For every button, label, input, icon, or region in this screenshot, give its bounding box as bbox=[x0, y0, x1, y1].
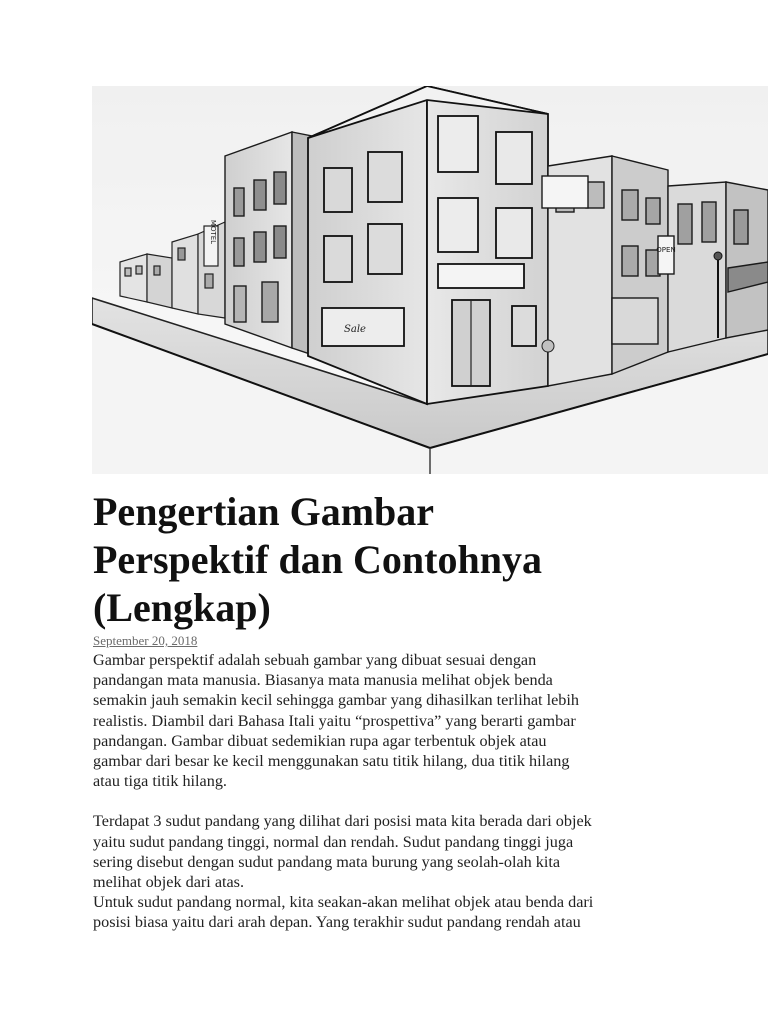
article bbox=[93, 488, 693, 933]
page-title bbox=[93, 488, 693, 632]
text-line: realistis. Diambil dari Bahasa Itali yaitu “prospettiva” yang berarti gambar bbox=[93, 711, 576, 730]
text-line: posisi biasa yaitu dari arah depan. Yang terakhir sudut pandang rendah atau bbox=[93, 913, 581, 932]
text-line: atau tiga titik hilang. bbox=[93, 772, 227, 791]
title-line: Pengertian Gambar bbox=[93, 489, 435, 534]
paragraph-viewpoints bbox=[93, 811, 693, 892]
text-line: gambar dari besar ke kecil menggunakan satu titik hilang, dua titik hilang bbox=[93, 752, 570, 771]
title-line: Perspektif dan Contohnya bbox=[93, 537, 542, 582]
text-line: Gambar perspektif adalah sebuah gambar yang dibuat sesuai dengan bbox=[93, 651, 537, 669]
post-date-link[interactable]: September 20, 2018 bbox=[93, 633, 198, 648]
text-line: pandangan. Gambar dibuat sedemikian rupa agar terbentuk objek atau bbox=[93, 731, 547, 750]
text-line: sering disebut dengan sudut pandang mata burung yang seolah-olah kita bbox=[93, 852, 561, 871]
shop-sign: OPEN bbox=[656, 246, 676, 254]
text-line: Untuk sudut pandang normal, kita seakan-akan melihat objek atau benda dari bbox=[93, 893, 594, 912]
text-line: pandangan mata manusia. Biasanya mata manusia melihat objek benda bbox=[93, 671, 553, 690]
sale-sign: Sale bbox=[344, 324, 366, 335]
paragraph-normal-view bbox=[93, 892, 693, 932]
perspective-street-drawing bbox=[92, 86, 768, 474]
perspective-street-illustration bbox=[92, 86, 768, 474]
text-line: yaitu sudut pandang tinggi, normal dan rendah. Sudut pandang tinggi juga bbox=[93, 832, 574, 851]
paragraph-spacer bbox=[93, 791, 693, 811]
motel-sign: MOTEL bbox=[209, 219, 217, 245]
text-line: semakin jauh semakin kecil sehingga gambar yang dihasilkan terlihat lebih bbox=[93, 691, 579, 710]
corner-building bbox=[308, 86, 548, 404]
title-line: (Lengkap) bbox=[93, 585, 271, 630]
text-line: Terdapat 3 sudut pandang yang dilihat dari posisi mata kita berada dari objek bbox=[93, 812, 592, 831]
paragraph-intro bbox=[93, 650, 693, 791]
text-line: melihat objek dari atas. bbox=[93, 873, 245, 892]
